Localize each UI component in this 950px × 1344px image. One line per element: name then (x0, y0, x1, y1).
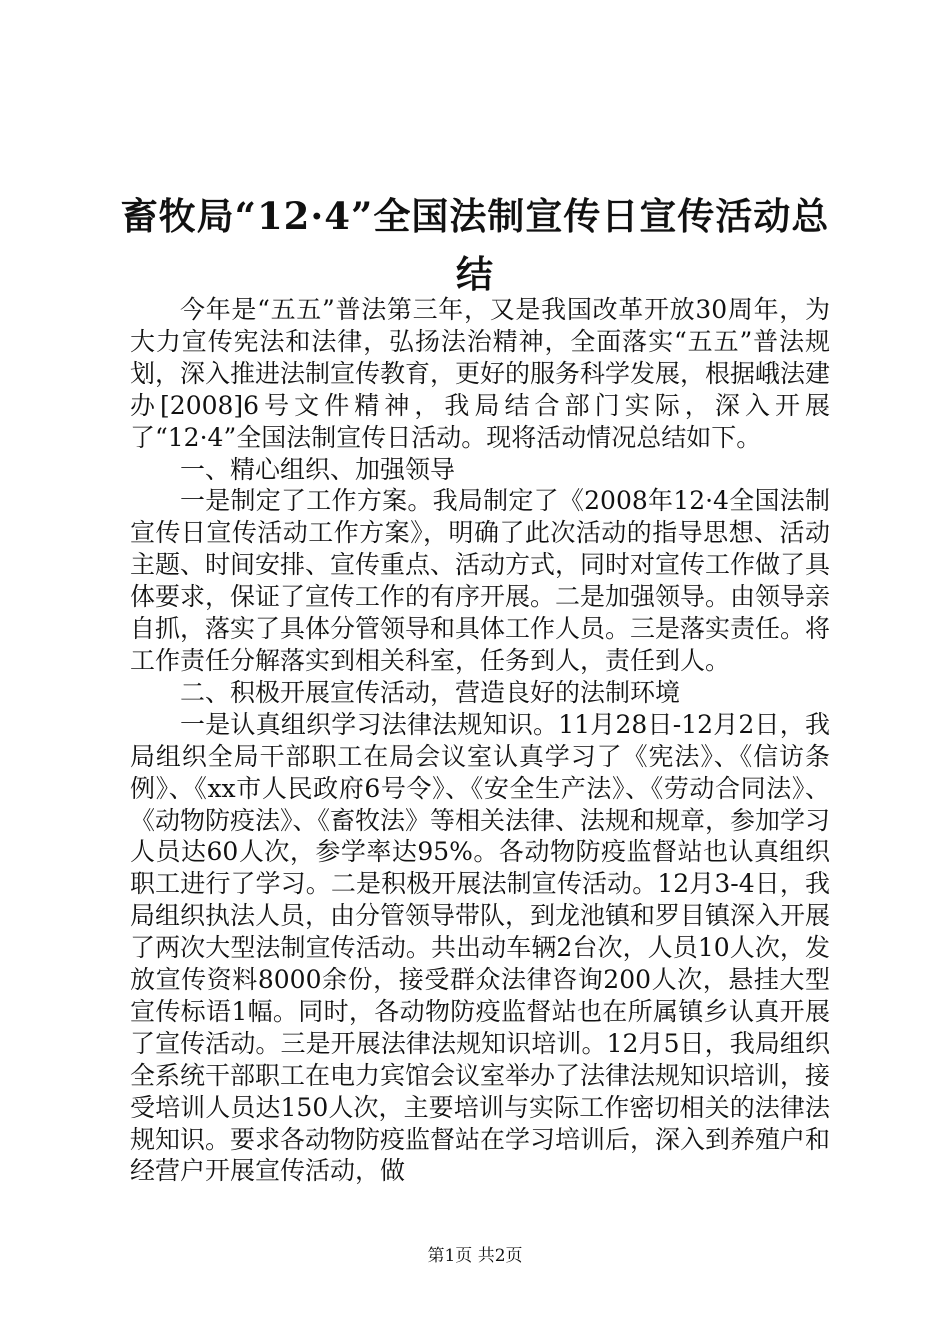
section-heading-2: 二、积极开展宣传活动，营造良好的法制环境 (180, 677, 681, 707)
section-1-paragraph: 一是制定了工作方案。我局制定了《2008年12·4全国法制宣传日宣传活动工作方案》，明确了此次活动的指导思想、活动主题、时间安排、宣传重点、活动方式，同时对宣传工作做了具体要求，保证了宣传工作的有序开展。二是加强领导。由领导亲自抓，落实了具体分管领导和具体工作人员。三是落实责任。将工作责任分解落实到相关科室，任务到人，责任到人。 (130, 486, 831, 675)
intro-paragraph: 今年是“五五”普法第三年，又是我国改革开放30周年，为大力宣传宪法和法律，弘扬法治精神，全面落实“五五”普法规划，深入推进法制宣传教育，更好的服务科学发展，根据峨法建办[2008]6号文件精神，我局结合部门实际，深入开展了“12·4”全国法制宣传日活动。现将活动情况总结如下。 (130, 295, 831, 452)
section-heading-1: 一、精心组织、加强领导 (180, 454, 456, 484)
page-title: 畜牧局“12·4”全国法制宣传日宣传活动总 (120, 194, 830, 238)
page-title-continued: 结 (456, 252, 494, 296)
page-number-footer: 第1页 共2页 (427, 1246, 523, 1266)
section-2-paragraph: 一是认真组织学习法律法规知识。11月28日-12月2日，我局组织全局干部职工在局会议室认真学习了《宪法》、《信访条例》、《xx市人民政府6号令》、《安全生产法》、《劳动合同法》、《动物防疫法》、《畜牧法》等相关法律、法规和规章，参加学习人员达60人次，参学率达95%。各动物防疫监督站也认真组织职工进行了学习。二是积极开展法制宣传活动。12月3-4日，我局组织执法人员，由分管领导带队，到龙池镇和罗目镇深入开展了两次大型法制宣传活动。共出动车辆2台次，人员10人次，发放宣传资料8000余份，接受群众法律咨询200人次，悬挂大型宣传标语1幅。同时，各动物防疫监督站也在所属镇乡认真开展了宣传活动。三是开展法律法规知识培训。12月5日，我局组织全系统干部职工在电力宾馆会议室举办了法律法规知识培训，接受培训人员达150人次，主要培训与实际工作密切相关的法律法规知识。要求各动物防疫监督站在学习培训后，深入到养殖户和经营户开展宣传活动，做 (130, 709, 831, 1186)
document-body (130, 294, 830, 1187)
